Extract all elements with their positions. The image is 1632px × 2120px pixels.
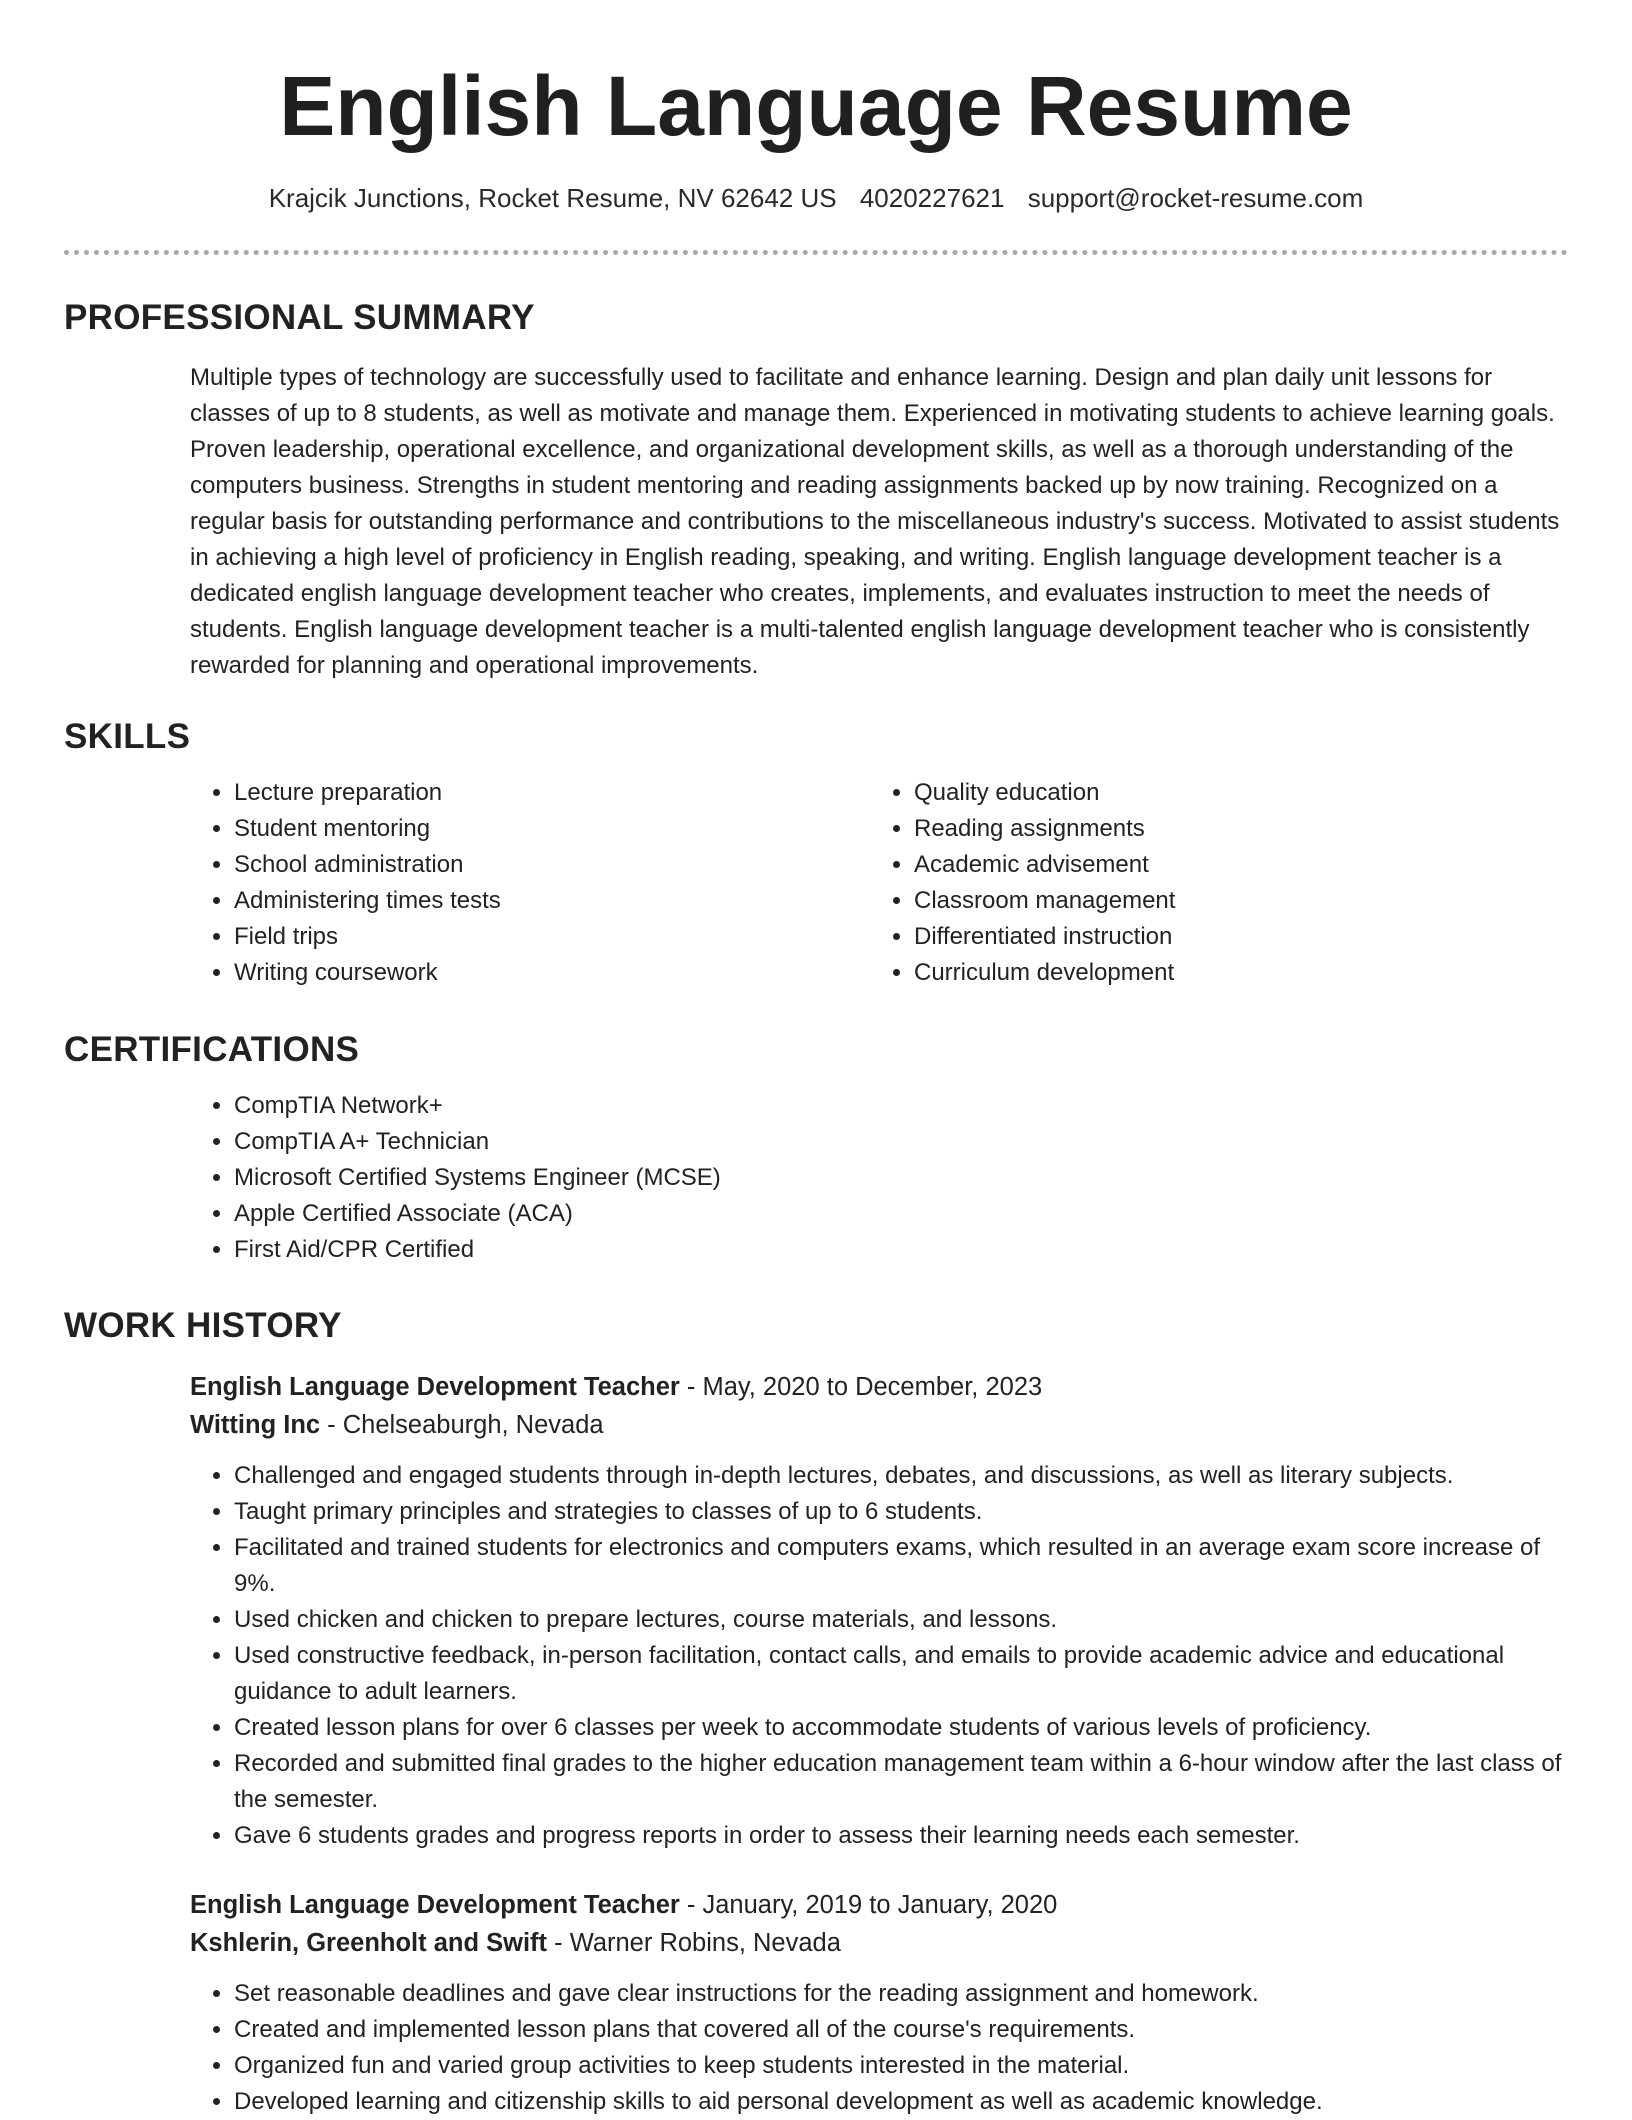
work-history-heading: WORK HISTORY: [64, 1306, 342, 1345]
skills-heading: SKILLS: [64, 717, 191, 756]
job-entry: [190, 1886, 1568, 2120]
job-bullet: • Created and implemented lesson plans that covered all of the course's requirements.: [234, 2012, 1568, 2048]
certifications-body: [190, 1088, 1568, 1268]
skills-column-left: [190, 775, 870, 991]
certification-item: • First Aid/CPR Certified: [234, 1232, 1568, 1268]
skills-section: [64, 715, 1568, 991]
skill-item: • Writing coursework: [234, 955, 870, 991]
job-bullet-list: [190, 1976, 1568, 2120]
skill-item: • Classroom management: [914, 883, 1550, 919]
job-bullet: • Organized fun and varied group activities to keep students interested in the material.: [234, 2048, 1568, 2084]
job-bullet: • Challenged and engaged students through in-depth lectures, debates, and discussions, as well as literary subjects.: [234, 1458, 1568, 1494]
job-bullet: • Recorded and submitted final grades to the higher education management team within a 6-hour window after the last class of the semester.: [234, 1746, 1568, 1818]
job-company-line: [190, 1406, 1568, 1444]
job-company-line: [190, 1924, 1568, 1962]
skill-item: • Academic advisement: [914, 847, 1550, 883]
job-role: English Language Development Teacher: [190, 1373, 680, 1401]
job-bullet: • Developed learning and citizenship skills to aid personal development as well as academic knowledge.: [234, 2084, 1568, 2120]
job-bullet: • Used constructive feedback, in-person facilitation, contact calls, and emails to provide academic advice and educational guidance to adult learners.: [234, 1638, 1568, 1710]
skill-item: • Administering times tests: [234, 883, 870, 919]
job-dates: - January, 2019 to January, 2020: [679, 1891, 1058, 1919]
contact-email: support@rocket-resume.com: [1027, 183, 1364, 213]
certification-item: • Microsoft Certified Systems Engineer (MCSE): [234, 1160, 1568, 1196]
summary-section: [64, 296, 1568, 684]
job-title-line: [190, 1368, 1568, 1406]
job-dates: - May, 2020 to December, 2023: [679, 1373, 1043, 1401]
skills-column-right: [870, 775, 1550, 991]
job-company: Kshlerin, Greenholt and Swift: [190, 1929, 548, 1957]
skill-item: • Student mentoring: [234, 811, 870, 847]
skill-item: • Reading assignments: [914, 811, 1550, 847]
certification-item: • CompTIA A+ Technician: [234, 1124, 1568, 1160]
job-location: - Chelseaburgh, Nevada: [320, 1411, 604, 1439]
contact-address: Krajcik Junctions, Rocket Resume, NV 62642 US: [268, 183, 837, 213]
header-divider: [64, 250, 1568, 255]
contact-phone: 4020227621: [859, 183, 1005, 213]
summary-heading: PROFESSIONAL SUMMARY: [64, 298, 535, 337]
job-bullet: • Taught primary principles and strategies to classes of up to 6 students.: [234, 1494, 1568, 1530]
job-company: Witting Inc: [190, 1411, 321, 1439]
certifications-heading: CERTIFICATIONS: [64, 1030, 360, 1069]
certifications-section: [64, 1028, 1568, 1268]
job-bullet: • Gave 6 students grades and progress reports in order to assess their learning needs each semester.: [234, 1818, 1568, 1854]
skills-list-left: [190, 775, 870, 991]
job-bullet-list: [190, 1458, 1568, 1854]
job-bullet: • Created lesson plans for over 6 classes per week to accommodate students of various levels of proficiency.: [234, 1710, 1568, 1746]
job-bullet: • Set reasonable deadlines and gave clear instructions for the reading assignment and homework.: [234, 1976, 1568, 2012]
summary-text: Multiple types of technology are successfully used to facilitate and enhance learning. Design and plan daily unit lessons for classes of up to 8 students, as well as motivate and manage them. Experienced in motivating students to achieve learning goals. Proven leadership, operational excellence, and organizational development skills, as well as a thorough understanding of the computers business. Strengths in student mentoring and reading assignments backed up by now training. Recognized on a regular basis for outstanding performance and contributions to the miscellaneous industry's success. Motivated to assist students in achieving a high level of proficiency in English reading, speaking, and writing. English language development teacher is a dedicated english language development teacher who creates, implements, and evaluates instruction to meet the needs of students. English language development teacher is a multi-talented english language development teacher who is consistently rewarded for planning and operational improvements.: [190, 364, 1560, 679]
contact-line: [0, 180, 1632, 216]
job-bullet: • Facilitated and trained students for electronics and computers exams, which resulted in an average exam score increase of 9%.: [234, 1530, 1568, 1602]
job-role: English Language Development Teacher: [190, 1891, 680, 1919]
skill-item: • Differentiated instruction: [914, 919, 1550, 955]
skill-item: • Field trips: [234, 919, 870, 955]
skills-list-right: [870, 775, 1550, 991]
skills-grid: [190, 775, 1568, 991]
job-location: - Warner Robins, Nevada: [547, 1929, 841, 1957]
resume-title: English Language Resume: [279, 59, 1353, 153]
job-bullet: • Used chicken and chicken to prepare lectures, course materials, and lessons.: [234, 1602, 1568, 1638]
certifications-list: [190, 1088, 1568, 1268]
certification-item: • Apple Certified Associate (ACA): [234, 1196, 1568, 1232]
job-entry: [190, 1368, 1568, 1854]
skill-item: • Curriculum development: [914, 955, 1550, 991]
skill-item: • Lecture preparation: [234, 775, 870, 811]
skill-item: • School administration: [234, 847, 870, 883]
skill-item: • Quality education: [914, 775, 1550, 811]
certification-item: • CompTIA Network+: [234, 1088, 1568, 1124]
work-history-section: [64, 1304, 1568, 2120]
job-title-line: [190, 1886, 1568, 1924]
